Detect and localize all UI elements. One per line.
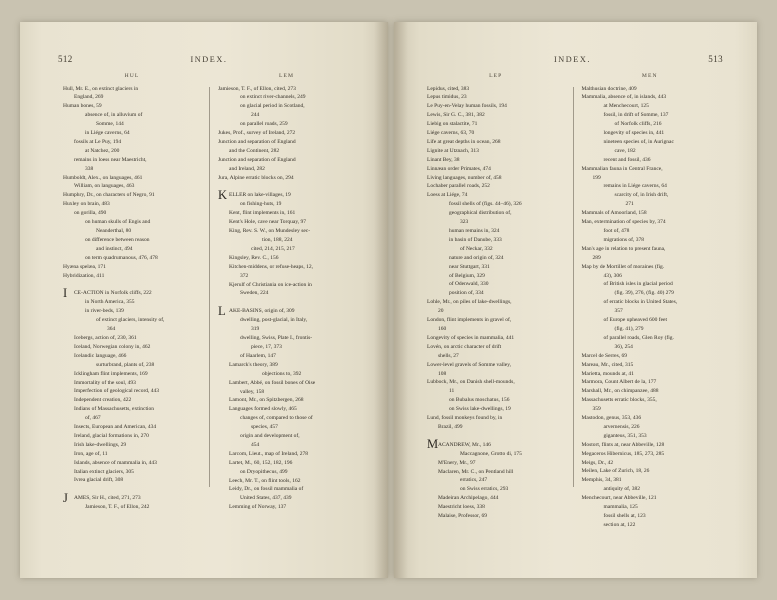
index-entry: AMES, Sir H., cited, 271, 273: [74, 495, 141, 502]
right-column-1: [422, 73, 573, 543]
index-entry: 271: [625, 201, 634, 208]
right-page-content: [422, 54, 723, 552]
index-entry: of Belgium, 329: [449, 272, 485, 279]
index-entry: section at, 122: [603, 521, 636, 528]
index-entry: near Stuttgart, 331: [449, 263, 490, 270]
index-entry: remains in loess near Maestricht,: [74, 156, 147, 163]
index-entry: Maclaren, Mr. C., on Pentland hill: [438, 468, 514, 475]
index-entry: Languages formed slowly, 465: [229, 406, 297, 413]
column-running-head: MEN: [641, 73, 658, 79]
index-entry: Malaise, Professor, 69: [438, 513, 487, 520]
index-entry: of, 467: [85, 415, 101, 422]
index-entry: on extinct river-channels, 249: [240, 94, 306, 101]
index-entry: on Swiss erratics, 293: [460, 486, 509, 493]
index-entry: at Natchez, 200: [85, 147, 120, 154]
index-entry: surturbrand, plants of, 238: [96, 361, 155, 368]
index-entry: on Swiss lake-dwellings, 19: [449, 406, 511, 413]
index-entry: geographical distribution of,: [449, 210, 512, 217]
index-entry: Memphis, 34, 381: [581, 477, 622, 484]
index-entry: nineteen species of, in Aurignac: [603, 138, 674, 145]
index-entry: Immortality of the soul, 493: [74, 379, 136, 386]
index-entry: Icklingham flint implements, 169: [74, 370, 148, 377]
index-entry: in basin of Danube, 333: [449, 236, 502, 243]
right-page-running-title: INDEX.: [553, 55, 592, 64]
index-entry: arvernensis, 226: [603, 423, 640, 430]
right-page-folio: 513: [708, 54, 723, 64]
index-letter-group: [63, 490, 201, 512]
index-entry: Jamieson, T. F., of Ellon, cited, 273: [218, 85, 296, 92]
index-entry: Kitchen-middens, or refuse-heaps, 12,: [229, 263, 314, 270]
index-entry: Lamont, Mr., on Spitzbergen, 268: [229, 397, 304, 404]
index-entry: London, flint implements in gravel of,: [427, 317, 512, 324]
drop-cap-letter: J: [63, 490, 68, 505]
index-entry: on Bubalus moschatus, 156: [449, 397, 510, 404]
index-entry: Mareau, Mr., cited, 315: [581, 361, 634, 368]
index-entry: Mammals of Amoorland, 158: [581, 210, 647, 217]
index-entry: Jura, Alpine erratic blocks on, 294: [218, 174, 294, 181]
index-entry: Lund, fossil monkeys found by, in: [427, 415, 503, 422]
index-entry: Islands, absence of mammalia in, 443: [74, 459, 157, 466]
index-entry: Lartet, M., 60, 152, 182, 196: [229, 459, 293, 466]
index-entry: Leech, Mr. T., on flint tools, 162: [229, 477, 301, 484]
left-column-2: [209, 73, 360, 543]
index-entry: 357: [614, 308, 623, 315]
index-entry: Mostort, flints at, near Abbeville, 128: [581, 441, 665, 448]
index-entry: Megaceros Hibernicus, 185, 273, 285: [581, 450, 665, 457]
index-entry: dwelling, Swiss, Plate I., frontis-: [240, 335, 313, 342]
index-entry: Meigs, Dr., 42: [581, 459, 614, 466]
index-entry: Man, extermination of species by, 374: [581, 219, 666, 226]
index-entry: Liebig on stalactite, 71: [427, 121, 478, 128]
index-entry: absence of, in alluvium of: [85, 112, 143, 119]
drop-cap-letter: K: [218, 187, 228, 202]
index-entry: on human skulls of Engis and: [85, 219, 151, 226]
index-entry: 36), 254: [614, 343, 633, 350]
index-entry: Lemming of Norway, 137: [229, 504, 287, 511]
index-entry-list: [63, 85, 201, 513]
left-page-header: [58, 54, 360, 68]
index-entry: antiquity of, 382: [603, 486, 641, 493]
index-entry: position of, 334: [449, 290, 484, 297]
left-page-content: [58, 54, 360, 552]
right-page: [394, 22, 757, 578]
index-entry: longevity of species in, 441: [603, 130, 665, 137]
index-entry: Madeiran Archipelago, 444: [438, 495, 499, 502]
index-entry: Imperfection of geological record, 443: [74, 388, 160, 395]
index-entry: Mammalian fauna in Central France,: [581, 165, 663, 172]
index-entry: on fishing-huts, 19: [240, 201, 282, 208]
index-entry: Insects, European and American, 434: [74, 424, 157, 431]
index-entry: of Neckar, 332: [460, 245, 493, 252]
entry-group-spacer: [218, 298, 355, 307]
index-entry: of Odenwald, 330: [449, 281, 489, 288]
index-entry: on difference between reason: [85, 236, 150, 243]
index-letter-group: [427, 437, 565, 521]
index-entry: Larcom, Lieut., map of Ireland, 278: [229, 450, 308, 457]
index-entry: Ireland, glacial formations in, 270: [74, 432, 149, 439]
index-entry: shells, 27: [438, 352, 459, 359]
index-entry: Liége caverns, 63, 70: [427, 130, 475, 137]
index-entry: 323: [460, 219, 469, 226]
index-entry: William, on languages, 463: [74, 183, 135, 190]
book-spread: [20, 22, 757, 578]
index-entry-list: [427, 85, 565, 522]
index-entry: Jamieson, T. F., of Ellon, 242: [85, 504, 150, 511]
index-entry: Leidy, Dr., on fossil mammalia of: [229, 486, 304, 493]
index-entry: objections to, 392: [262, 370, 302, 377]
index-letter-group: [218, 303, 355, 512]
index-entry: Icebergs, action of, 230, 361: [74, 334, 137, 341]
index-entry: Humphry, Dr., on characters of Negro, 91: [63, 192, 155, 199]
index-entry: Irish lake-dwellings, 29: [74, 441, 127, 448]
index-entry: Linant Bey, 38: [427, 156, 460, 163]
index-entry: Longevity of species in mammalia, 441: [427, 334, 515, 341]
index-entry: nature and origin of, 324: [449, 254, 504, 261]
index-entry: CE-ACTION in Norfolk cliffs, 222: [74, 290, 152, 297]
index-entry: Somme, 144: [96, 121, 124, 128]
index-entry: Maccagnone, Grotto di, 175: [460, 450, 522, 457]
index-entry: Iceland, Norwegian colony in, 462: [74, 343, 151, 350]
index-entry: Lower-level gravels of Somme valley,: [427, 361, 511, 368]
index-entry: Marietta, mounds at, 41: [581, 370, 634, 377]
index-entry: fossils at Le Puy, 194: [74, 138, 122, 145]
drop-cap-letter: L: [218, 303, 226, 318]
index-entry: Marshall, Mr., on chimpanzee, 488: [581, 388, 659, 395]
index-letter-group: [63, 285, 201, 485]
index-entry: Junction and separation of England: [218, 138, 296, 145]
index-entry: valley, 158: [240, 388, 265, 395]
left-page-running-title: INDEX.: [190, 55, 228, 64]
index-entry: of extinct glaciers, intensity of,: [96, 317, 165, 324]
index-entry: Huxley on brain, 483: [63, 201, 110, 208]
index-entry: fossil shells at, 123: [603, 513, 646, 519]
index-entry: Sweden, 224: [240, 290, 269, 297]
index-entry: Hull, Mr. E., on extinct glaciers in: [63, 85, 139, 92]
index-entry: King, Rev. S. W., on Mundesley sec-: [229, 228, 311, 235]
index-entry: at Menchecourt, 125: [603, 103, 649, 110]
left-page-folio: 512: [58, 54, 73, 64]
index-entry: 289: [592, 254, 601, 261]
index-entry: in river-beds, 139: [85, 308, 124, 315]
right-page-header: [422, 54, 723, 68]
index-entry: Iron, age of, 11: [74, 450, 108, 457]
index-entry: Junction and separation of England: [218, 156, 296, 163]
index-entry: Marmora, Count Albert de la, 177: [581, 379, 657, 386]
index-entry: Lepidus, cited, 383: [427, 85, 470, 92]
index-entry: of parallel roads, Glen Roy (fig.: [603, 334, 674, 341]
index-entry: giganteus, 351, 353: [603, 432, 647, 439]
index-entry: of Norfolk cliffs, 216: [614, 121, 662, 128]
index-entry: 43), 306: [603, 272, 622, 279]
index-entry: Hyæna spelæa, 171: [63, 263, 106, 270]
index-entry: Kent, flint implements in, 161: [229, 210, 296, 217]
left-page: [20, 22, 388, 578]
index-entry: Lohle, Mr., on piles of lake-dwellings,: [427, 299, 512, 306]
drop-cap-letter: I: [63, 285, 68, 300]
right-page-columns: [422, 73, 723, 543]
index-entry: mammalia, 125: [603, 504, 638, 511]
index-entry: recent and fossil, 436: [603, 156, 651, 163]
index-entry: Meilen, Lake of Zurich, 18, 26: [581, 468, 650, 475]
index-entry: 199: [592, 174, 601, 181]
index-entry: Malthusian doctrine, 409: [581, 85, 637, 92]
index-entry: Lovén, on arctic character of drift: [427, 343, 502, 350]
index-entry: on gorilla, 490: [74, 210, 107, 217]
index-entry: on term quadrumanous, 476, 478: [85, 254, 158, 261]
index-entry: Living languages, number of, 458: [427, 174, 502, 181]
index-entry: Jukes, Prof., survey of Ireland, 272: [218, 130, 296, 137]
index-entry: on parallel roads, 259: [240, 121, 288, 128]
index-entry: Italian extinct glaciers, 305: [74, 468, 134, 475]
index-entry: Loess at Liége, 74: [427, 192, 468, 199]
index-entry: cave, 182: [614, 147, 636, 154]
index-entry: 108: [438, 370, 447, 377]
index-entry: AKE-BASINS, origin of, 309: [229, 308, 295, 315]
index-entry: and Ireland, 282: [229, 165, 265, 172]
index-entry: tion, 188, 224: [262, 237, 293, 243]
index-entry: United States, 437, 439: [240, 495, 292, 502]
column-running-head: LEM: [278, 73, 295, 79]
index-entry: 160: [438, 325, 447, 332]
index-entry: on Dryopithecus, 499: [240, 468, 288, 475]
index-entry: Lignite at Utznach, 313: [427, 147, 479, 154]
entry-group-spacer: [427, 432, 565, 441]
index-entry: Kent's Hole, cave near Torquay, 97: [229, 219, 306, 226]
index-letter-group: [218, 187, 355, 298]
index-entry: Lochaber parallel roads, 252: [427, 183, 490, 190]
index-entry: of Haarlem, 147: [240, 352, 276, 359]
index-entry: fossil, in drift of Somme, 137: [603, 112, 669, 119]
index-entry: Mastodon, genus, 353, 436: [581, 415, 642, 422]
index-entry: 244: [251, 112, 260, 119]
index-entry: Icelandic language, 466: [74, 352, 127, 359]
index-entry: fossil shells of (figs. 44–46), 326: [449, 201, 522, 208]
column-running-head: HUL: [124, 73, 140, 79]
index-entry: Independent creation, 422: [74, 397, 132, 404]
index-entry: ELLER on lake-villages, 19: [229, 192, 291, 199]
index-entry: Linnæan order Primates, 474: [427, 165, 491, 172]
index-entry: Marcel de Serres, 69: [581, 352, 628, 359]
index-entry: Humboldt, Alex., on languages, 461: [63, 174, 143, 181]
index-entry: Lambert, Abbé, on fossil bones of Oise: [229, 379, 316, 386]
index-entry: Brazil, 499: [438, 423, 463, 430]
column-running-head: LEP: [489, 73, 503, 79]
index-entry: human remains in, 324: [449, 228, 500, 234]
index-entry-list: [218, 85, 355, 513]
index-entry: Maestricht loess, 338: [438, 504, 485, 511]
index-entry: in Liége caverns, 64: [85, 130, 130, 137]
index-entry: Life at great depths in ocean, 268: [427, 138, 501, 145]
index-entry: scarcity of, in Irish drift,: [614, 192, 669, 199]
index-entry: Lubbock, Mr., on Danish shell-mounds,: [427, 379, 515, 386]
index-entry: 11: [449, 388, 455, 395]
right-column-2: [573, 73, 724, 543]
index-entry: Lamarck's theory, 389: [229, 361, 278, 368]
index-entry: Menchecourt, near Abbeville, 121: [581, 495, 657, 502]
index-entry: Kjerulf of Christiania on ice-action in: [229, 281, 312, 288]
index-entry: Massachusetts erratic blocks, 355,: [581, 397, 657, 404]
index-entry: remains in Liége caverns, 64: [603, 183, 667, 190]
index-entry: Le Puy-en-Velay human fossils, 194: [427, 103, 507, 110]
index-entry: Man's age in relation to present fauna,: [581, 245, 666, 252]
entry-group-spacer: [63, 485, 201, 494]
left-column-1: [58, 73, 209, 543]
index-entry: Human bones, 59: [63, 103, 102, 110]
index-entry: Hybridization, 411: [63, 272, 105, 279]
index-entry: Lewis, Sir G. C., 381, 382: [427, 112, 485, 119]
index-entry: 359: [592, 406, 601, 413]
index-entry: of Europe upheaved 600 feet: [603, 317, 668, 324]
index-entry: Ivrea glacial drift, 308: [74, 477, 124, 484]
index-entry: (fig. 41), 279: [614, 325, 644, 332]
index-entry: in North America, 355: [85, 299, 135, 306]
index-entry: Indians of Massachusetts, extinction: [74, 406, 155, 413]
index-entry: Neanderthal, 80: [96, 228, 132, 234]
index-entry: 454: [251, 441, 260, 448]
index-entry: cited, 214, 215, 217: [251, 245, 295, 252]
index-entry: dwelling, post-glacial, in Italy,: [240, 317, 308, 324]
entry-group-spacer: [218, 182, 355, 191]
index-entry: species, 457: [251, 424, 278, 431]
index-entry: (fig. 39), 276, (fig. 40) 279: [614, 290, 674, 297]
index-entry: piece, 17, 373: [251, 343, 282, 350]
index-entry: and the Continent, 282: [229, 147, 280, 154]
index-entry: of erratic blocks in United States,: [603, 299, 678, 306]
index-entry: M'Enery, Mr., 97: [438, 459, 476, 466]
index-entry: Kingsley, Rev. C., 156: [229, 254, 279, 261]
index-entry: England, 269: [74, 94, 104, 101]
index-entry-list: [582, 85, 719, 530]
index-entry: foot of, 478: [603, 228, 630, 234]
index-entry: of British isles in glacial period: [603, 281, 673, 288]
index-entry: 364: [107, 326, 116, 333]
index-entry: Lepus timidus, 23: [427, 94, 467, 101]
index-entry: Mammalia, absence of, in islands, 443: [581, 94, 667, 101]
index-entry: erratics, 247: [460, 477, 488, 484]
index-entry: ACANDREW, Mr., 146: [438, 441, 491, 448]
entry-group-spacer: [63, 280, 201, 289]
index-entry: on glacial period in Scotland,: [240, 103, 305, 110]
index-entry: origin and development of,: [240, 433, 300, 440]
index-entry: changes of, compared to those of: [240, 415, 313, 422]
index-entry: Map by de Mortillet of moraines (fig.: [581, 263, 665, 270]
left-page-columns: [58, 73, 360, 543]
index-entry: 319: [251, 326, 260, 333]
index-entry: 372: [240, 272, 249, 279]
drop-cap-letter: M: [427, 437, 439, 452]
index-entry: 338: [85, 165, 94, 172]
index-entry: and instinct, 494: [96, 245, 133, 252]
index-entry: migrations of, 378: [603, 236, 644, 243]
index-entry: 20: [438, 308, 444, 315]
